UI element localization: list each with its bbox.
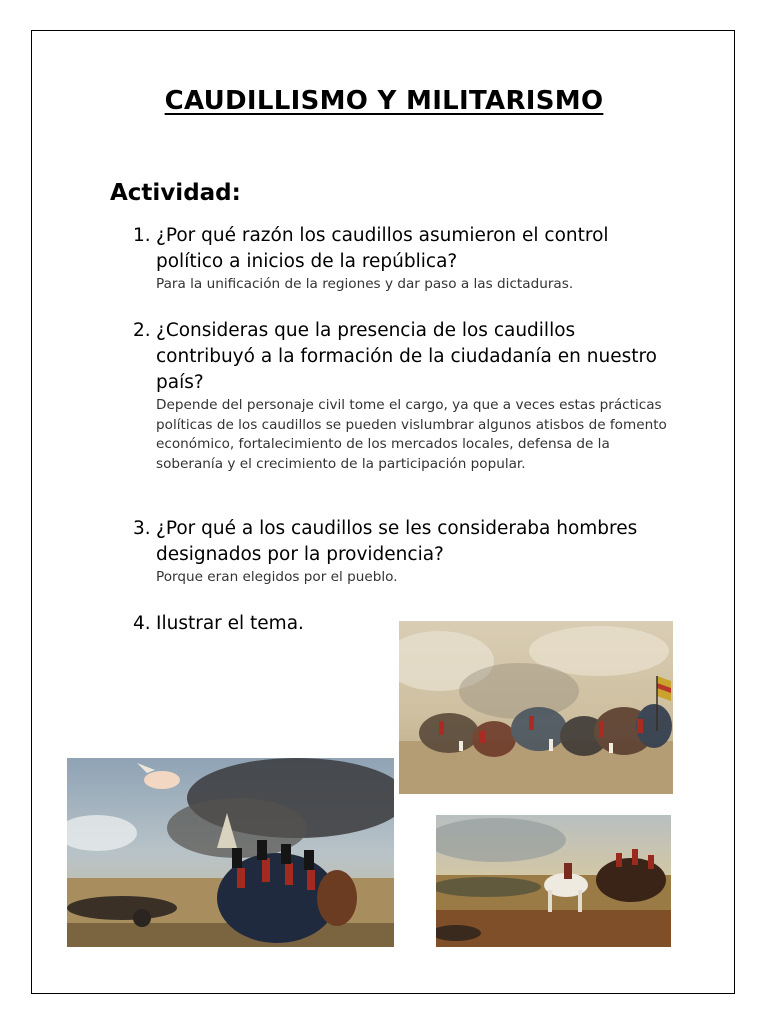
question-text: ¿Por qué razón los caudillos asumieron el control político a inicios de la república? xyxy=(156,225,609,272)
question-1 xyxy=(133,223,673,295)
page-title: CAUDILLISMO Y MILITARISMO xyxy=(164,86,604,116)
question-2 xyxy=(133,318,673,474)
battle-painting-3 xyxy=(436,815,671,947)
question-text: ¿Por qué a los caudillos se les consideraba hombres designados por la providencia? xyxy=(156,518,638,565)
answer-text: Para la unificación de la regiones y dar paso a las dictaduras. xyxy=(156,276,574,292)
question-number: 2. xyxy=(133,320,151,341)
question-number: 1. xyxy=(133,225,151,246)
question-number: 4. xyxy=(133,613,151,634)
answer-text: Porque eran elegidos por el pueblo. xyxy=(156,569,398,585)
battle-painting-2 xyxy=(67,758,394,947)
answer-text: Depende del personaje civil tome el cargo, ya que a veces estas prácticas políticas de los caudillos se pueden vislumbrar algunos atisbos de fomento económico, fortalecimiento de los mercados locales, defensa de la soberanía y el crecimiento de la participación popular. xyxy=(156,397,667,472)
question-3 xyxy=(133,516,673,588)
section-heading: Actividad: xyxy=(110,180,241,206)
question-text: Ilustrar el tema. xyxy=(156,613,304,634)
question-text: ¿Consideras que la presencia de los caudillos contribuyó a la formación de la ciudadanía en nuestro país? xyxy=(156,320,657,393)
question-number: 3. xyxy=(133,518,151,539)
battle-painting-1 xyxy=(399,621,673,794)
